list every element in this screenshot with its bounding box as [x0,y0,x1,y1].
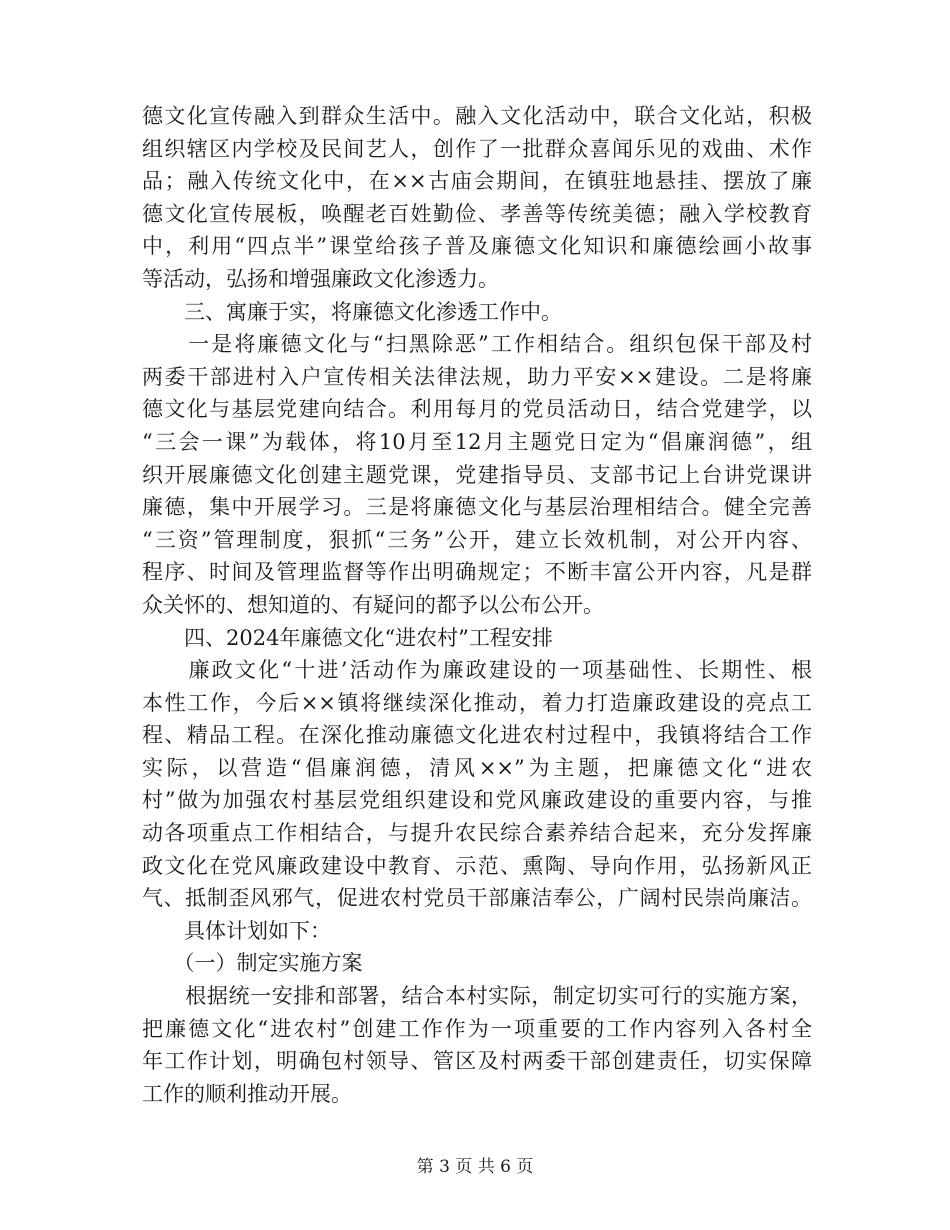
section-heading: 四、2024年廉德文化“进农村”工程安排 [142,625,553,650]
text-line: 根据统一安排和部署，结合本村实际，制定切实可行的实施方案， [142,984,812,1009]
text-line: 气、抵制歪风邪气，促进农村党员干部廉洁奉公，广阔村民崇尚廉洁。 [142,886,812,911]
text-line: “三资”管理制度，狠抓“三务”公开，建立长效机制，对公开内容、 [142,527,812,552]
text-line: 村”做为加强农村基层党组织建设和党风廉政建设的重要内容，与推 [142,788,812,813]
text-line: 一是将廉德文化与“扫黑除恶”工作相结合。组织包保干部及村 [142,332,812,357]
page-footer: 第 3 页 共 6 页 [416,1157,534,1177]
text-line: “三会一课”为载体，将10月至12月主题党日定为“倡廉润德”，组 [142,429,812,454]
subsection-heading: （一）制定实施方案 [142,951,363,976]
text-line: 程序、时间及管理监督等作出明确规定；不断丰富公开内容，凡是群 [142,560,812,585]
text-line: 程、精品工程。在深化推动廉德文化进农村过程中，我镇将结合工作 [142,723,812,748]
text-line: 众关怀的、想知道的、有疑问的都予以公布公开。 [142,592,604,617]
text-line: 具体计划如下： [142,918,331,943]
text-line: 德文化与基层党建向结合。利用每月的党员活动日，结合党建学，以 [142,397,812,422]
text-line: 德文化宣传展板，唤醒老百姓勤俭、孝善等传统美德；融入学校教育 [142,201,812,226]
document-body [142,100,812,1110]
text-line: 德文化宣传融入到群众生活中。融入文化活动中，联合文化站，积极 [142,104,812,128]
section-heading: 三、寓廉于实，将廉德文化渗透工作中。 [142,299,562,324]
text-line: 中，利用“四点半”课堂给孩子普及廉德文化知识和廉德绘画小故事 [142,234,812,259]
text-line: 廉政文化“十进’活动作为廉政建设的一项基础性、长期性、根 [142,658,812,683]
text-line: 两委干部进村入户宣传相关法律法规，助力平安××建设。二是将廉 [142,364,812,389]
text-line: 实际，以营造“倡廉润德，清风××”为主题，把廉德文化“进农 [142,755,812,780]
text-line: 廉德，集中开展学习。三是将廉德文化与基层治理相结合。健全完善 [142,495,812,520]
text-line: 动各项重点工作相结合，与提升农民综合素养结合起来，充分发挥廉 [142,821,812,846]
text-line: 工作的顺利推动开展。 [142,1081,352,1106]
text-line: 政文化在党风廉政建设中教育、示范、熏陶、导向作用，弘扬新风正 [142,853,812,878]
text-line: 把廉德文化“进农村”创建工作作为一项重要的工作内容列入各村全 [142,1016,812,1041]
text-line: 年工作计划，明确包村领导、管区及村两委干部创建责任，切实保障 [142,1049,812,1074]
text-line: 组织辖区内学校及民间艺人，创作了一批群众喜闻乐见的戏曲、术作 [142,136,812,161]
text-line: 等活动，弘扬和增强廉政文化渗透力。 [142,266,499,291]
text-line: 品；融入传统文化中，在××古庙会期间，在镇驻地悬挂、摆放了廉 [142,169,812,194]
text-line: 织开展廉德文化创建主题党课，党建指导员、支部书记上台讲党课讲 [142,462,812,487]
text-line: 本性工作，今后××镇将继续深化推动，着力打造廉政建设的亮点工 [142,690,812,715]
